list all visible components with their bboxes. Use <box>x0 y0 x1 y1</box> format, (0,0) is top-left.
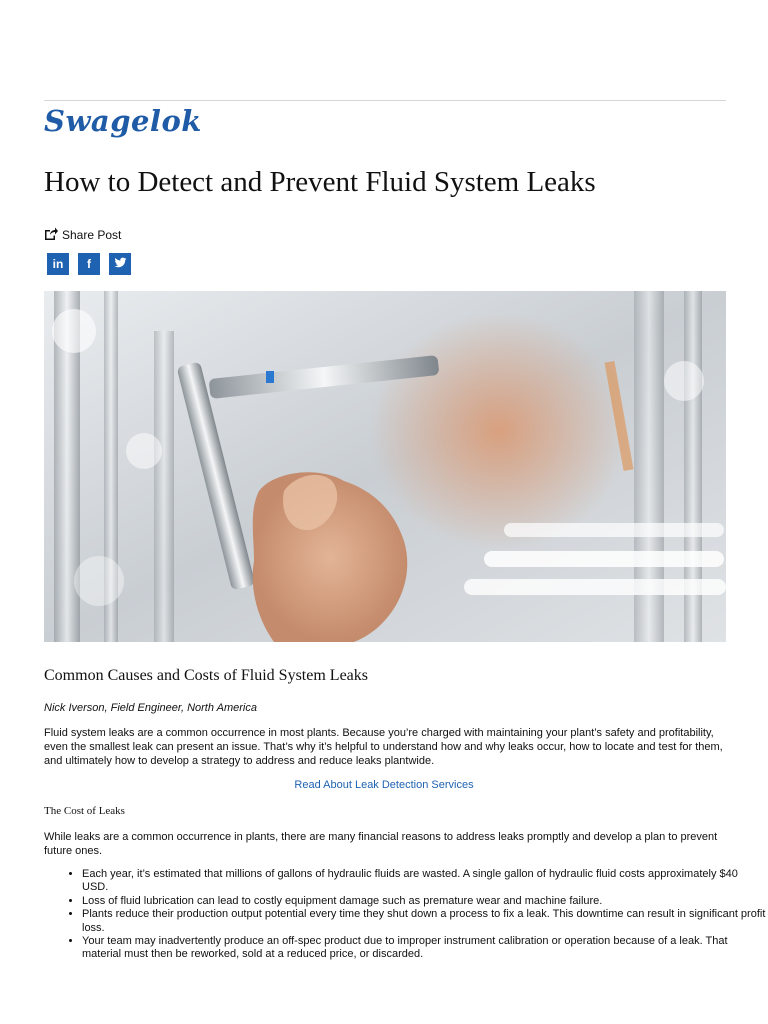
swagelok-logo[interactable]: Swagelok <box>44 104 202 138</box>
cost-of-leaks-heading: The Cost of Leaks <box>44 805 125 817</box>
list-item: • Your team may inadvertently produce an off-spec product due to improper instrument calibration or operation because of a leak. That material must then be reworked, sold at a reduced price, or discarded. <box>82 935 766 962</box>
section-title: Common Causes and Costs of Fluid System Leaks <box>44 667 368 684</box>
list-item: • Plants reduce their production output potential every time they shut down a process to fix a leak. This downtime can result in significant profit loss. <box>82 908 766 935</box>
cost-paragraph: While leaks are a common occurrence in plants, there are many financial reasons to address leaks promptly and develop a plan to prevent future ones. <box>44 831 718 857</box>
leak-detection-services-link[interactable]: Read About Leak Detection Services <box>294 779 474 791</box>
social-share-buttons <box>47 253 131 275</box>
linkedin-icon: in <box>52 257 64 271</box>
share-post-label: Share Post <box>62 228 122 242</box>
twitter-button[interactable] <box>109 253 131 275</box>
list-item: • Each year, it’s estimated that millions of gallons of hydraulic fluids are wasted. A single gallon of hydraulic fluid costs approximately $40 USD. <box>82 868 766 895</box>
cost-bullet-list <box>44 868 766 962</box>
list-item: • Loss of fluid lubrication can lead to costly equipment damage such as premature wear and machine failure. <box>82 895 766 908</box>
hero-image <box>44 291 726 642</box>
facebook-icon: f <box>87 257 91 271</box>
linkedin-button[interactable] <box>47 253 69 275</box>
header-divider <box>44 100 726 101</box>
share-icon <box>44 227 58 243</box>
page-title: How to Detect and Prevent Fluid System Leaks <box>44 166 596 198</box>
author-byline: Nick Iverson, Field Engineer, North America <box>44 702 257 714</box>
twitter-icon <box>114 256 127 272</box>
intro-paragraph: Fluid system leaks are a common occurrence in most plants. Because you’re charged with maintaining your plant’s safety and profitability, even the smallest leak can present an issue. That’s why it’s helpful to understand how and why leaks occur, how to locate and test for them, and ultimately how to develop a strategy to address and reduce leaks plantwide. <box>44 727 723 767</box>
share-post-button[interactable] <box>44 227 121 243</box>
facebook-button[interactable] <box>78 253 100 275</box>
